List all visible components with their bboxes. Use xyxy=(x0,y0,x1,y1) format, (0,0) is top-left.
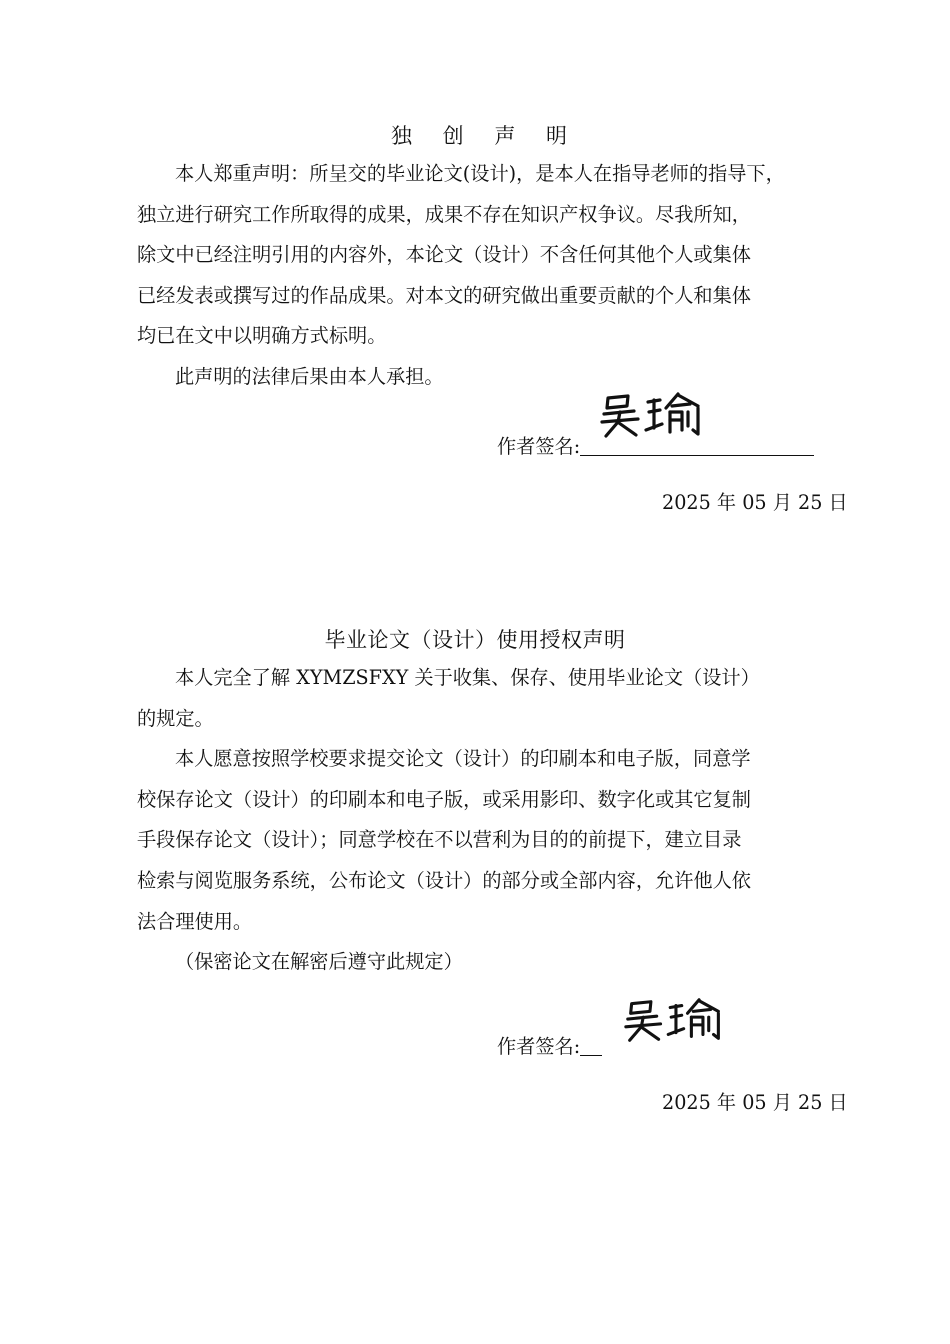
authorization-line: 检索与阅览服务系统，公布论文（设计）的部分或全部内容，允许他人依 xyxy=(137,868,751,892)
signature-line xyxy=(580,1055,602,1056)
authorization-signature-row xyxy=(497,1032,602,1059)
declaration-line: 除文中已经注明引用的内容外，本论文（设计）不含任何其他个人或集体 xyxy=(137,243,751,267)
declaration-title: 独 创 声 明 xyxy=(390,124,580,148)
signature-line xyxy=(580,455,814,456)
authorization-note: （保密论文在解密后遵守此规定） xyxy=(175,950,463,974)
authorization-body xyxy=(137,658,760,983)
declaration-date: 2025 年 05 月 25 日 xyxy=(662,491,848,514)
signature-label: 作者签名: xyxy=(497,1035,581,1058)
authorization-line: 手段保存论文（设计）；同意学校在不以营利为目的的前提下，建立目录 xyxy=(137,828,742,852)
authorization-line: 本人完全了解 XYMZSFXY 关于收集、保存、使用毕业论文（设计） xyxy=(175,666,760,689)
authorization-line: 本人愿意按照学校要求提交论文（设计）的印刷本和电子版，同意学 xyxy=(175,747,751,771)
declaration-line: 均已在文中以明确方式标明。 xyxy=(137,324,387,348)
declaration-liability: 此声明的法律后果由本人承担。 xyxy=(175,364,444,388)
authorization-line: 法合理使用。 xyxy=(137,909,253,933)
signature-label: 作者签名: xyxy=(497,435,581,458)
authorization-date: 2025 年 05 月 25 日 xyxy=(662,1091,848,1114)
authorization-line: 校保存论文（设计）的印刷本和电子版，或采用影印、数字化或其它复制 xyxy=(137,787,751,811)
authorization-title: 毕业论文（设计）使用授权声明 xyxy=(324,628,626,652)
handwritten-signature-1 xyxy=(598,390,708,442)
declaration-body xyxy=(137,154,785,398)
handwritten-signature-2 xyxy=(622,994,728,1048)
declaration-line: 已经发表或撰写过的作品成果。对本文的研究做出重要贡献的个人和集体 xyxy=(137,283,751,307)
authorization-line: 的规定。 xyxy=(137,706,214,730)
declaration-line: 独立进行研究工作所取得的成果，成果不存在知识产权争议。尽我所知， xyxy=(137,202,751,226)
declaration-line: 本人郑重声明：所呈交的毕业论文(设计)，是本人在指导老师的指导下， xyxy=(175,162,785,185)
